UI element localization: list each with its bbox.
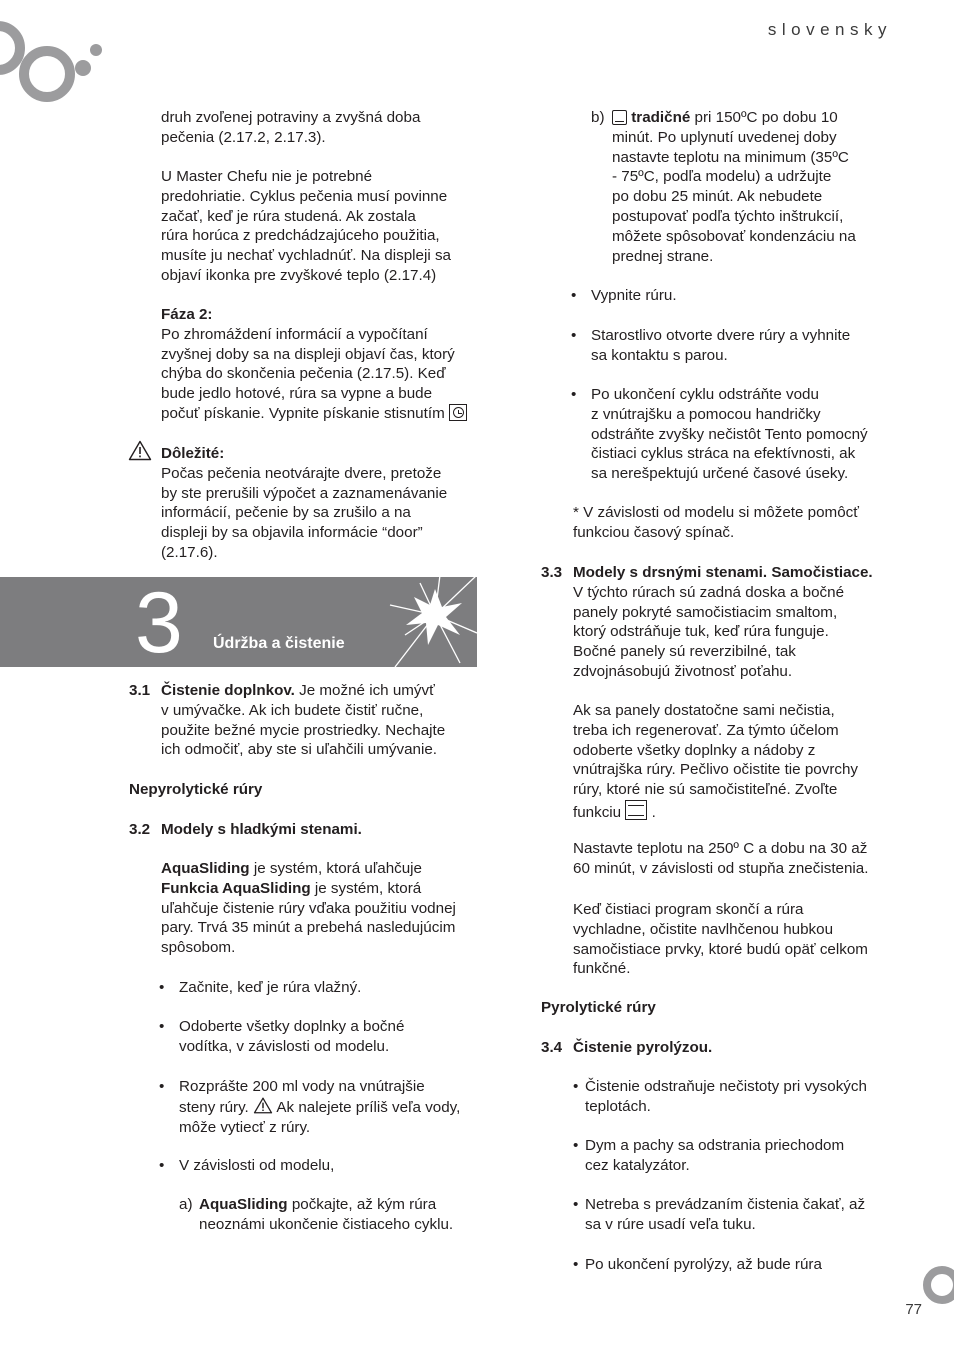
bullet-dot: •	[159, 979, 165, 996]
option-b: tradičné pri 150ºC po dobu 10 minút. Po uplynutí uvedenej doby nastavte teplotu na minimum (35ºC - 75ºC, podľa modelu) a udržujte po dobu 25 minút. Ak nebudete postupovať podľa týchto inštrukcií, môžete spôsobovať kondenzáciu na prednej strane.	[612, 109, 856, 265]
bullet-dot: •	[573, 1078, 579, 1095]
pyro-bullet-2: Dym a pachy sa odstrania priechodom cez katalyzátor.	[585, 1137, 845, 1174]
section-3-2-number: 3.2	[129, 821, 151, 838]
right-bullet-1: Vypnite rúru.	[591, 287, 677, 304]
pyro-bullet-1: Čistenie odstraňuje nečistoty pri vysokých teplotách.	[585, 1078, 867, 1115]
bullet-item-4: V závislosti od modelu,	[179, 1157, 335, 1174]
regeneration-para: Ak sa panely dostatočne sami nečistia, treba ich regenerovať. Za týmto účelom odoberte všetky doplnky a nádoby z vnútrajška rúry. Pečlivo očistite tie povrchy rúry, ktoré nie sú samočistiteľné. Zvoľte funkciu .	[573, 702, 859, 821]
option-a: AquaSliding počkajte, až kým rúra neoznámi ukončenie čistiaceho cyklu.	[199, 1196, 454, 1233]
important-title: Dôležité:	[161, 445, 225, 462]
section-3-1-number: 3.1	[129, 682, 151, 699]
bullet-dot: •	[571, 327, 577, 344]
bullet-item-2: Odoberte všetky doplnky a bočné vodítka, v závislosti od modelu.	[179, 1018, 405, 1055]
left-para-2: U Master Chefu nie je potrebné predohriatie. Cyklus pečenia musí povinne začať, keď je rúra studená. Ak zostala rúra horúca z predchádzajúceho použitia, musíte ju nechať vychladnúť. Na displeji sa objaví ikonka pre zvyškové teplo (2.17.4)	[161, 168, 451, 284]
aquasliding-para: AquaSliding je systém, ktorá uľahčuje Funkcia AquaSliding je systém, ktorá uľahčuje čistenie rúry vďaka použitiu vodnej pary. Trvá 35 minút a prebehá nasledujúcim spôsobom.	[161, 860, 456, 957]
phase-2-title: Fáza 2:	[161, 306, 213, 323]
bullet-dot: •	[573, 1137, 579, 1154]
bullet-dot: •	[571, 386, 577, 403]
section-number: 3	[135, 575, 183, 671]
page-number: 77	[905, 1301, 922, 1318]
temperature-para: Nastavte teplotu na 250º C a dobu na 30 až 60 minút, v závislosti od stupňa znečistenia.	[573, 840, 869, 877]
important-section: Dôležité: Počas pečenia neotvárajte dvere, pretože by ste prerušili výpočet a zaznamenávanie informácií, pečenie by sa zrušilo a na displeji by sa objavila informácie “door” (2.17.6).	[161, 444, 481, 563]
option-a-label: a)	[179, 1196, 193, 1213]
bullet-dot: •	[571, 287, 577, 304]
decorative-ring-icon	[918, 1264, 954, 1306]
bullet-dot: •	[573, 1196, 579, 1213]
section-3-4-number: 3.4	[541, 1039, 563, 1056]
section-3-4-title: Čistenie pyrolýzou.	[573, 1039, 713, 1056]
warning-icon	[253, 1097, 273, 1114]
section-3-3-number: 3.3	[541, 564, 563, 581]
pyro-bullet-3: Netreba s prevádzaním čistenia čakať, až sa v rúre usadí veľa tuku.	[585, 1196, 866, 1233]
left-para-1: druh zvoľenej potraviny a zvyšná doba pečenia (2.17.2, 2.17.3).	[161, 109, 421, 146]
section-3-3: Modely s drsnými stenami. Samočistiace. V týchto rúrach sú zadná doska a bočné panely pokryté samočistiacim smaltom, ktorý odstráňuje tuk, keď rúra funguje. Bočné panely sú reverzibilné, tak zdvojnásobujú životnosť poťahu.	[573, 564, 873, 680]
timer-icon	[449, 404, 467, 421]
section-3-2-title: Modely s hladkými stenami.	[161, 821, 362, 838]
sparkle-icon	[380, 577, 477, 667]
section-3-1: Čistenie doplnkov. Je možné ich umývť v umývačke. Ak ich budete čistiť ručne, použite bežné mycie prostriedky. Nechajte ich odmočiť, aby ste si uľahčili umývanie.	[161, 682, 446, 759]
conventional-oven-icon	[612, 110, 627, 125]
right-bullet-2: Starostlivo otvorte dvere rúry a vyhnite sa kontaktu s parou.	[591, 327, 851, 364]
timer-note: * V závislosti od modelu si môžete pomôcť funkciou časový spínač.	[573, 504, 859, 541]
non-pyrolytic-heading: Nepyrolytické rúry	[129, 781, 263, 798]
self-clean-function-icon	[625, 800, 647, 820]
right-bullet-3: Po ukončení cyklu odstráňte vodu z vnútrajšku a pomocou handričky odstráňte zvyšky nečistôt Tento pomocný čistiaci cyklus stráca na efektívnosti, ak sa nerešpektujú určené časové úseky.	[591, 386, 868, 483]
bullet-dot: •	[159, 1157, 165, 1174]
option-b-label: b)	[591, 109, 605, 126]
bullet-dot: •	[159, 1078, 165, 1095]
bullet-dot: •	[573, 1256, 579, 1273]
bullet-item-3: Rozprášte 200 ml vody na vnútrajšie steny rúry. Ak nalejete príliš veľa vody, môže vytiecť z rúry.	[179, 1078, 461, 1136]
phase-2-section: Fáza 2: Po zhromáždení informácií a vypočítaní zvyšnej doby sa na displeji objaví čas, ktorý chýba do skončenia pečenia (2.17.5). Keď bude jedlo hotové, rúra sa vypne a bude počuť pískanie. Vypnite pískanie stisnutím	[161, 305, 481, 424]
pyrolytic-heading: Pyrolytické rúry	[541, 999, 656, 1016]
warning-icon	[128, 440, 152, 461]
brand-logo	[0, 18, 110, 104]
language-label: slovensky	[767, 20, 892, 39]
bullet-dot: •	[159, 1018, 165, 1035]
bullet-item-1: Začnite, keď je rúra vlažný.	[179, 979, 362, 996]
end-cleaning-para: Keď čistiaci program skončí a rúra vychladne, očistite navlhčenou hubkou samočistiace prvky, ktoré budú opäť celkom funkčné.	[573, 901, 868, 978]
section-title: Údržba a čistenie	[213, 635, 345, 652]
pyro-bullet-4: Po ukončení pyrolýzy, až bude rúra	[585, 1256, 822, 1273]
